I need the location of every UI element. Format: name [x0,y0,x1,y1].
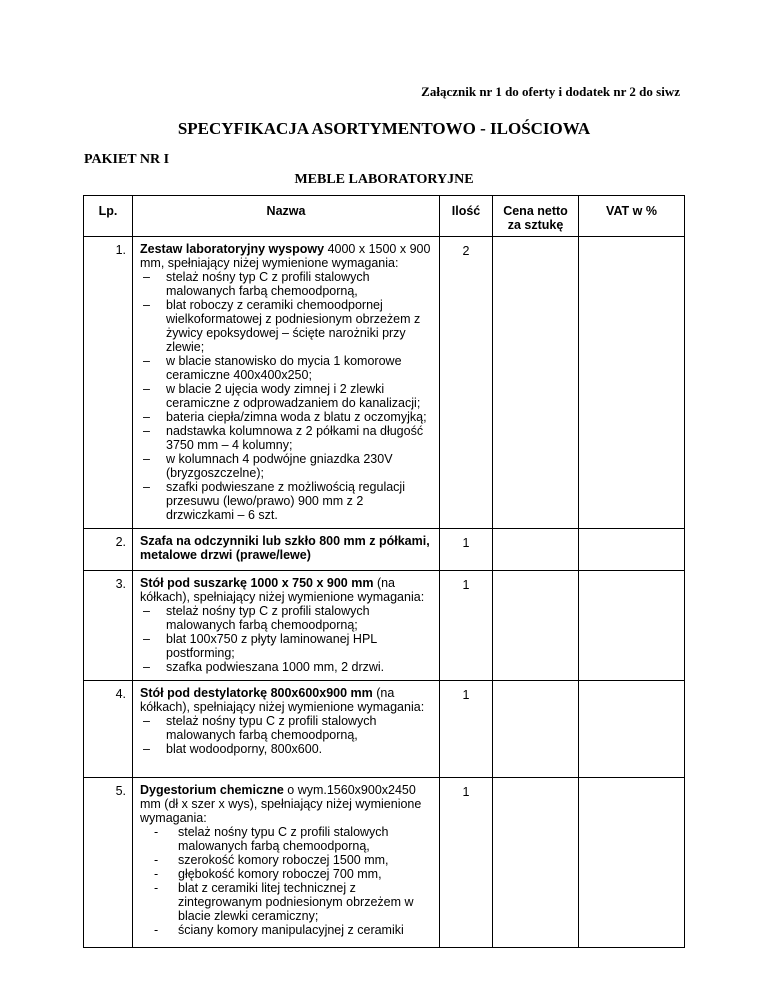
requirements-list [140,714,433,756]
item-title-bold: Dygestorium chemiczne [140,783,284,797]
column-header-price [493,196,579,237]
price-cell[interactable] [493,681,579,778]
requirement-item [140,298,433,354]
item-title-rest: (na kółkach), spełniający niżej wymienione wymagania: [140,576,425,604]
requirement-item [140,270,433,298]
requirement-item [140,480,433,522]
column-header-qty: Ilość [440,196,493,237]
list-marker: – [143,452,150,466]
list-marker: – [143,270,150,284]
requirement-item [140,424,433,452]
row-number: 4. [84,681,133,778]
price-cell[interactable] [493,778,579,948]
requirement-item [140,660,433,674]
requirement-text: ściany komory manipulacyjnej z ceramiki [178,923,404,937]
requirement-text: blat roboczy z ceramiki chemoodpornej wielkoformatowej z podniesionym obrzeżem z żywicy epoksydowej – ścięte narożniki przy zlewie; [166,298,421,354]
requirement-item [140,867,433,881]
row-number: 2. [84,529,133,571]
list-marker: – [143,424,150,438]
item-title-rest: (na kółkach), spełniający niżej wymienione wymagania: [140,686,425,714]
attachment-note: Załącznik nr 1 do oferty i dodatek nr 2 do siwz [421,84,680,99]
requirements-list [140,270,433,522]
item-title-bold: Stół pod destylatorkę 800x600x900 mm [140,686,373,700]
requirement-item [140,452,433,480]
item-title-bold: Zestaw laboratoryjny wyspowy [140,242,325,256]
requirement-text: głębokość komory roboczej 700 mm, [178,867,382,881]
list-marker: - [154,825,159,839]
item-title [140,576,433,604]
requirement-text: w blacie 2 ujęcia wody zimnej i 2 zlewki ceramiczne z odprowadzaniem do kanalizacji; [166,382,421,410]
list-marker: – [143,742,150,756]
requirement-item [140,604,433,632]
list-marker: – [143,382,150,396]
list-marker: - [154,881,159,895]
quantity-cell: 1 [440,529,493,571]
requirement-item [140,881,433,923]
vat-cell[interactable] [579,681,685,778]
table-row [84,571,685,681]
list-marker: – [143,660,150,674]
list-marker: – [143,632,150,646]
requirement-text: szerokość komory roboczej 1500 mm, [178,853,389,867]
vat-cell[interactable] [579,571,685,681]
quantity-cell: 1 [440,681,493,778]
requirement-item [140,923,433,937]
requirement-text: stelaż nośny typu C z profili stalowych malowanych farbą chemoodporną, [178,825,389,853]
item-description [133,681,440,778]
requirement-item [140,354,433,382]
vat-cell[interactable] [579,529,685,571]
list-marker: - [154,923,159,937]
quantity-cell: 1 [440,571,493,681]
requirement-text: szafki podwieszane z możliwością regulacji przesuwu (lewo/prawo) 900 mm z 2 drzwiczkami – 6 szt. [166,480,405,522]
price-cell[interactable] [493,571,579,681]
requirement-item [140,742,433,756]
vat-cell[interactable] [579,237,685,529]
list-marker: – [143,354,150,368]
table-row [84,529,685,571]
item-description [133,529,440,571]
item-title [140,534,433,562]
requirements-list [140,604,433,674]
price-cell[interactable] [493,237,579,529]
item-description [133,237,440,529]
vat-cell[interactable] [579,778,685,948]
requirement-text: blat wodoodporny, 800x600. [166,742,323,756]
package-label: PAKIET NR I [84,152,170,167]
item-title-rest: o wym.1560x900x2450 mm (dł x szer x wys), spełniający niżej wymienione wymagania: [140,783,422,825]
item-title-bold: Stół pod suszarkę 1000 x 750 x 900 mm [140,576,374,590]
list-marker: – [143,410,150,424]
category-label: MEBLE LABORATORYJNE [294,172,474,187]
table-header-row [84,196,685,237]
column-header-price-label: Cena netto za sztukę [503,204,568,232]
quantity-cell: 1 [440,778,493,948]
column-header-vat: VAT w % [579,196,685,237]
item-title-rest: 4000 x 1500 x 900 mm, spełniający niżej wymienione wymagania: [140,242,431,270]
requirement-text: w blacie stanowisko do mycia 1 komorowe ceramiczne 400x400x250; [166,354,402,382]
requirement-item [140,382,433,410]
requirements-list [140,825,433,937]
requirement-text: bateria ciepła/zimna woda z blatu z oczomyjką; [166,410,427,424]
list-marker: - [154,867,159,881]
requirement-text: blat z ceramiki litej technicznej z zintegrowanym podniesionym obrzeżem w blacie zlewki ceramiczny; [178,881,414,923]
column-header-name: Nazwa [133,196,440,237]
requirement-text: stelaż nośny typu C z profili stalowych malowanych farbą chemoodporną, [166,714,377,742]
requirement-item [140,825,433,853]
item-title [140,783,433,825]
item-title [140,242,433,270]
row-number: 5. [84,778,133,948]
item-description [133,571,440,681]
item-title-bold: Szafa na odczynniki lub szkło 800 mm z półkami, metalowe drzwi (prawe/lewe) [140,534,430,562]
requirement-text: w kolumnach 4 podwójne gniazdka 230V (bryzgoszczelne); [166,452,393,480]
requirement-text: nadstawka kolumnowa z 2 półkami na długość 3750 mm – 4 kolumny; [166,424,424,452]
price-cell[interactable] [493,529,579,571]
list-marker: – [143,480,150,494]
item-title [140,686,433,714]
list-marker: – [143,714,150,728]
list-marker: - [154,853,159,867]
document-title: SPECYFIKACJA ASORTYMENTOWO - ILOŚCIOWA [177,119,591,138]
requirement-item [140,410,433,424]
requirement-text: stelaż nośny typ C z profili stalowych malowanych farbą chemoodporną; [166,604,370,632]
table-row [84,237,685,529]
requirement-text: blat 100x750 z płyty laminowanej HPL postforming; [166,632,377,660]
table-row [84,778,685,948]
requirement-text: szafka podwieszana 1000 mm, 2 drzwi. [166,660,385,674]
requirement-item [140,632,433,660]
column-header-lp: Lp. [84,196,133,237]
specification-table [83,195,685,948]
list-marker: – [143,604,150,618]
item-description [133,778,440,948]
row-number: 3. [84,571,133,681]
requirement-text: stelaż nośny typ C z profili stalowych malowanych farbą chemoodporną, [166,270,370,298]
requirement-item [140,853,433,867]
list-marker: – [143,298,150,312]
row-number: 1. [84,237,133,529]
requirement-item [140,714,433,742]
quantity-cell: 2 [440,237,493,529]
table-row [84,681,685,778]
